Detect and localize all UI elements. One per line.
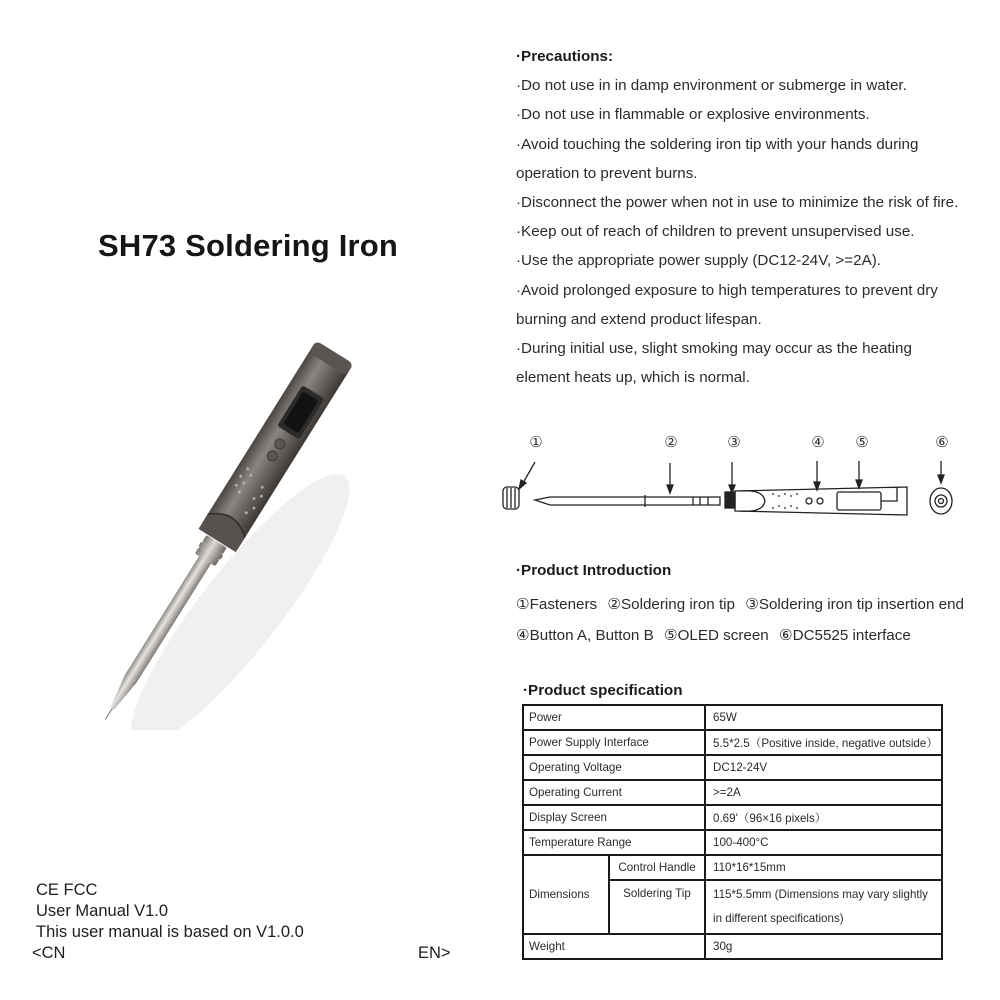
language-cn-link[interactable]: <CN	[32, 944, 66, 962]
spec-label: Operating Current	[523, 780, 705, 805]
manual-footer	[36, 880, 304, 943]
specification-heading: ·Product specification	[523, 682, 683, 699]
precaution-item: ·Avoid touching the soldering iron tip with your hands during operation to prevent burns.	[516, 135, 919, 182]
certifications: CE FCC	[36, 881, 98, 899]
spec-value: 110*16*15mm	[705, 855, 942, 880]
spec-sublabel: Soldering Tip	[609, 880, 705, 934]
diagram-label-1: ①	[529, 433, 543, 451]
soldering-iron-photo	[30, 310, 440, 730]
spec-label: Operating Voltage	[523, 755, 705, 780]
spec-value: >=2A	[705, 780, 942, 805]
spec-value: 65W	[705, 705, 942, 730]
diagram-label-4: ④	[811, 433, 825, 451]
spec-value: 0.69'（96×16 pixels）	[705, 805, 942, 830]
part-oled: ⑤OLED screen	[663, 627, 769, 644]
precaution-item: ·Do not use in in damp environment or submerge in water.	[516, 77, 907, 95]
diagram-label-3: ③	[727, 433, 741, 451]
introduction-line-2	[516, 620, 986, 651]
spec-sublabel: Control Handle	[609, 855, 705, 880]
part-insertion-end: ③Soldering iron tip insertion end	[745, 596, 964, 613]
precaution-item: ·Do not use in flammable or explosive environments.	[516, 106, 870, 124]
spec-label: Power Supply Interface	[523, 730, 705, 755]
table-row	[523, 755, 942, 780]
precaution-item: ·Keep out of reach of children to prevent unsupervised use.	[516, 223, 915, 241]
table-row	[523, 805, 942, 830]
precaution-item: ·Use the appropriate power supply (DC12-24V, >=2A).	[516, 252, 881, 270]
introduction-line-1	[516, 589, 986, 620]
precaution-item: ·Disconnect the power when not in use to minimize the risk of fire.	[516, 194, 959, 212]
table-row	[523, 705, 942, 730]
part-tip: ②Soldering iron tip	[607, 596, 735, 613]
table-row	[523, 830, 942, 855]
spec-value: 100-400°C	[705, 830, 942, 855]
spec-value: 115*5.5mm (Dimensions may vary slightly in different specifications)	[705, 880, 942, 934]
manual-version: User Manual V1.0	[36, 902, 169, 920]
spec-value: 5.5*2.5（Positive inside, negative outside）	[705, 730, 942, 755]
spec-label: Dimensions	[523, 855, 609, 934]
language-en-link[interactable]: EN>	[418, 944, 451, 962]
page-title: SH73 Soldering Iron	[98, 228, 399, 263]
part-buttons: ④Button A, Button B	[516, 627, 654, 644]
diagram-label-6: ⑥	[935, 433, 949, 451]
table-row	[523, 730, 942, 755]
diagram-label-2: ②	[664, 433, 678, 451]
product-introduction-section	[516, 555, 986, 651]
table-row	[523, 934, 942, 959]
spec-value: DC12-24V	[705, 755, 942, 780]
spec-label: Weight	[523, 934, 705, 959]
exploded-parts-diagram	[495, 425, 985, 525]
spec-label: Power	[523, 705, 705, 730]
precautions-section	[516, 42, 986, 392]
precautions-heading: ·Precautions:	[516, 48, 614, 65]
spec-label: Temperature Range	[523, 830, 705, 855]
spec-label: Display Screen	[523, 805, 705, 830]
part-dc-interface: ⑥DC5525 interface	[778, 627, 911, 644]
part-fasteners: ①Fasteners	[516, 596, 598, 613]
introduction-heading: ·Product Introduction	[516, 562, 672, 579]
table-row	[523, 855, 942, 880]
spec-value: 30g	[705, 934, 942, 959]
diagram-label-5: ⑤	[855, 433, 869, 451]
precaution-item: ·During initial use, slight smoking may occur as the heating element heats up, which is normal.	[516, 340, 912, 387]
table-row	[523, 780, 942, 805]
precaution-item: ·Avoid prolonged exposure to high temperatures to prevent dry burning and extend product lifespan.	[516, 281, 938, 328]
specification-table	[522, 704, 943, 960]
manual-based-on: This user manual is based on V1.0.0	[36, 923, 304, 941]
